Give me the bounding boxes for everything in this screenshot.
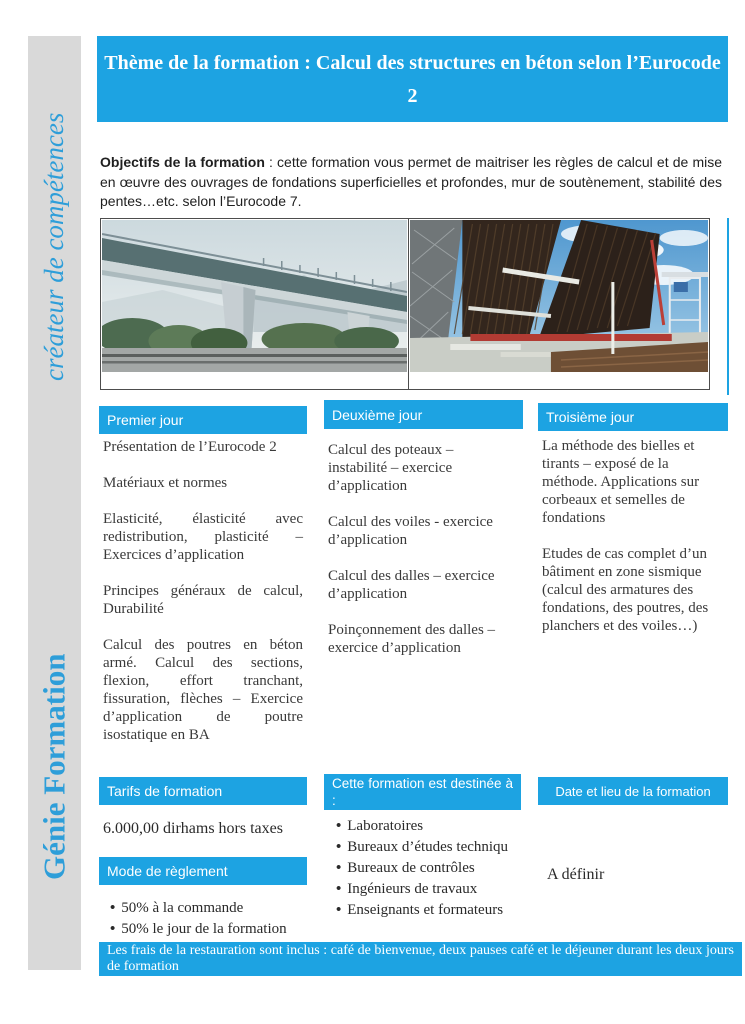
date-header-bar (538, 777, 728, 805)
audience-header-bar: Cette formation est destinée à : (324, 774, 521, 810)
day3-header-bar (538, 403, 728, 431)
accent-divider-line (727, 218, 729, 395)
day3-title: Troisième jour (546, 409, 635, 425)
photo-table (100, 218, 710, 390)
list-item: • 50% à la commande (110, 898, 287, 919)
sidebar-tagline: créateur de compétences (39, 112, 69, 382)
audience-list (336, 816, 508, 921)
page-title: Thème de la formation : Calcul des structures en béton selon l’Eurocode 2 (97, 36, 728, 122)
day3-topics (542, 437, 720, 653)
photo-cell-left (101, 219, 409, 389)
date-value: A définir (547, 866, 605, 883)
objectives-label: Objectifs de la formation (100, 154, 265, 170)
construction-photo (410, 220, 708, 372)
date-title: Date et lieu de la formation (555, 783, 711, 799)
topic-item: Elasticité, élasticité avec redistribution, plasticité – Exercices d’application (103, 511, 303, 563)
tarifs-title: Tarifs de formation (107, 783, 223, 799)
list-item: • Enseignants et formateurs (336, 900, 508, 921)
day2-header-bar (324, 400, 523, 429)
list-item: • Bureaux d’études techniqu (336, 837, 508, 858)
objectives-paragraph (100, 153, 722, 212)
objectives-text: : cette formation vous permet de maitriser les règles de calcul et de mise en œuvre des ouvrages de fondations superficielles et profondes, mur de soutènement, stabilité des pentes…etc. selon l’Eurocode 7. (100, 154, 723, 209)
sidebar-brand: Génie Formation (36, 653, 72, 881)
topic-item: Calcul des voiles - exercice d’application (328, 514, 493, 548)
topic-item: Calcul des dalles – exercice d’application (328, 568, 495, 602)
price-value: 6.000,00 dirhams hors taxes (103, 820, 283, 837)
topic-item: Etudes de cas complet d’un bâtiment en zone sismique (calcul des armatures des fondations, des poutres, des planchers et des voiles…) (542, 546, 709, 634)
list-item: • Ingénieurs de travaux (336, 879, 508, 900)
bridge-photo (102, 220, 407, 372)
topic-item: Principes généraux de calcul, Durabilité (103, 583, 303, 617)
topic-item: Présentation de l’Eurocode 2 (103, 439, 277, 455)
topic-item: Matériaux et normes (103, 475, 228, 491)
topic-item: Calcul des poteaux – instabilité – exercice d’application (328, 442, 454, 494)
topic-item: La méthode des bielles et tirants – exposé de la méthode. Applications sur corbeaux et semelles de fondations (542, 438, 700, 526)
payment-title: Mode de règlement (107, 863, 228, 879)
payment-list (110, 898, 287, 940)
photo-cell-right (409, 219, 709, 389)
topic-item: Poinçonnement des dalles – exercice d’application (328, 622, 496, 656)
list-item: • Laboratoires (336, 816, 508, 837)
footer-note: Les frais de la restauration sont inclus : café de bienvenue, deux pauses café et le déjeuner durant les deux jours de formation (99, 942, 742, 976)
day1-title: Premier jour (107, 412, 184, 428)
payment-header-bar (99, 857, 307, 885)
day1-topics (103, 438, 303, 762)
topic-item: Calcul des poutres en béton armé. Calcul des sections, flexion, effort tranchant, fissuration, flèches – Exercice d’application de poutre isostatique en BA (103, 637, 303, 743)
day2-title: Deuxième jour (332, 406, 423, 423)
tarifs-header-bar (99, 777, 307, 805)
day2-topics (328, 441, 508, 675)
list-item: • 50% le jour de la formation (110, 919, 287, 940)
day1-header-bar (99, 406, 307, 434)
list-item: • Bureaux de contrôles (336, 858, 508, 879)
